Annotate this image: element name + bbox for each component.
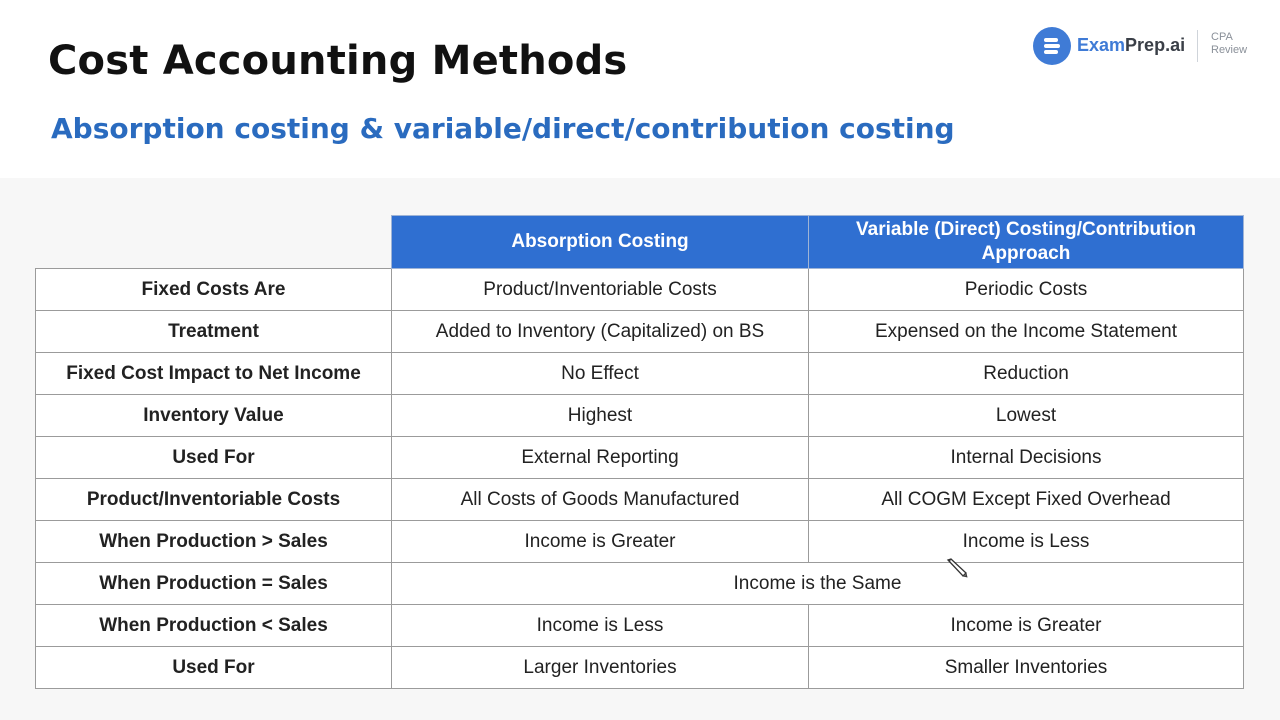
variable-cell: Income is Less: [809, 521, 1244, 563]
variable-cell: All COGM Except Fixed Overhead: [809, 479, 1244, 521]
row-label: Product/Inventoriable Costs: [36, 479, 392, 521]
row-label: When Production < Sales: [36, 605, 392, 647]
table-row: [36, 563, 1244, 605]
table-row: [36, 269, 1244, 311]
absorption-cell: Income is Greater: [392, 521, 809, 563]
header-variable-costing: Variable (Direct) Costing/Contribution Approach: [809, 216, 1244, 269]
table-row: [36, 353, 1244, 395]
absorption-cell: All Costs of Goods Manufactured: [392, 479, 809, 521]
comparison-table: [35, 215, 1244, 689]
logo-mark-icon: [1033, 27, 1071, 65]
slide-subtitle: Absorption costing & variable/direct/contribution costing: [51, 112, 955, 145]
table-row: [36, 647, 1244, 689]
pen-cursor-icon: [945, 556, 969, 580]
brand-tag-line2: Review: [1211, 44, 1248, 56]
absorption-cell: Larger Inventories: [392, 647, 809, 689]
slide-title: Cost Accounting Methods: [48, 38, 628, 84]
row-label: Inventory Value: [36, 395, 392, 437]
variable-cell: Expensed on the Income Statement: [809, 311, 1244, 353]
row-label: When Production > Sales: [36, 521, 392, 563]
row-label: Used For: [36, 437, 392, 479]
row-label: Used For: [36, 647, 392, 689]
variable-cell: Internal Decisions: [809, 437, 1244, 479]
row-label: Fixed Cost Impact to Net Income: [36, 353, 392, 395]
header-absorption-costing: Absorption Costing: [392, 216, 809, 269]
table-row: [36, 479, 1244, 521]
brand-name-part1: Exam: [1077, 35, 1126, 55]
absorption-cell: Added to Inventory (Capitalized) on BS: [392, 311, 809, 353]
row-label: When Production = Sales: [36, 563, 392, 605]
variable-cell: Periodic Costs: [809, 269, 1244, 311]
logo-divider: [1197, 30, 1198, 62]
absorption-cell: Product/Inventoriable Costs: [392, 269, 809, 311]
variable-cell: Reduction: [809, 353, 1244, 395]
variable-cell: Smaller Inventories: [809, 647, 1244, 689]
absorption-cell: No Effect: [392, 353, 809, 395]
table-row: [36, 395, 1244, 437]
brand-name: [1077, 35, 1185, 56]
table-row: [36, 521, 1244, 563]
absorption-cell: External Reporting: [392, 437, 809, 479]
table-row: [36, 605, 1244, 647]
brand-tagline: [1211, 31, 1251, 57]
row-label: Treatment: [36, 311, 392, 353]
brand-name-part2: Prep.ai: [1125, 35, 1186, 55]
merged-cell: Income is the Same: [392, 563, 1244, 605]
absorption-cell: Income is Less: [392, 605, 809, 647]
variable-cell: Lowest: [809, 395, 1244, 437]
brand-tag-line1: CPA: [1211, 31, 1233, 43]
table-row: [36, 311, 1244, 353]
absorption-cell: Highest: [392, 395, 809, 437]
variable-cell: Income is Greater: [809, 605, 1244, 647]
row-label: Fixed Costs Are: [36, 269, 392, 311]
table-row: [36, 437, 1244, 479]
header-blank-cell: [36, 216, 392, 269]
